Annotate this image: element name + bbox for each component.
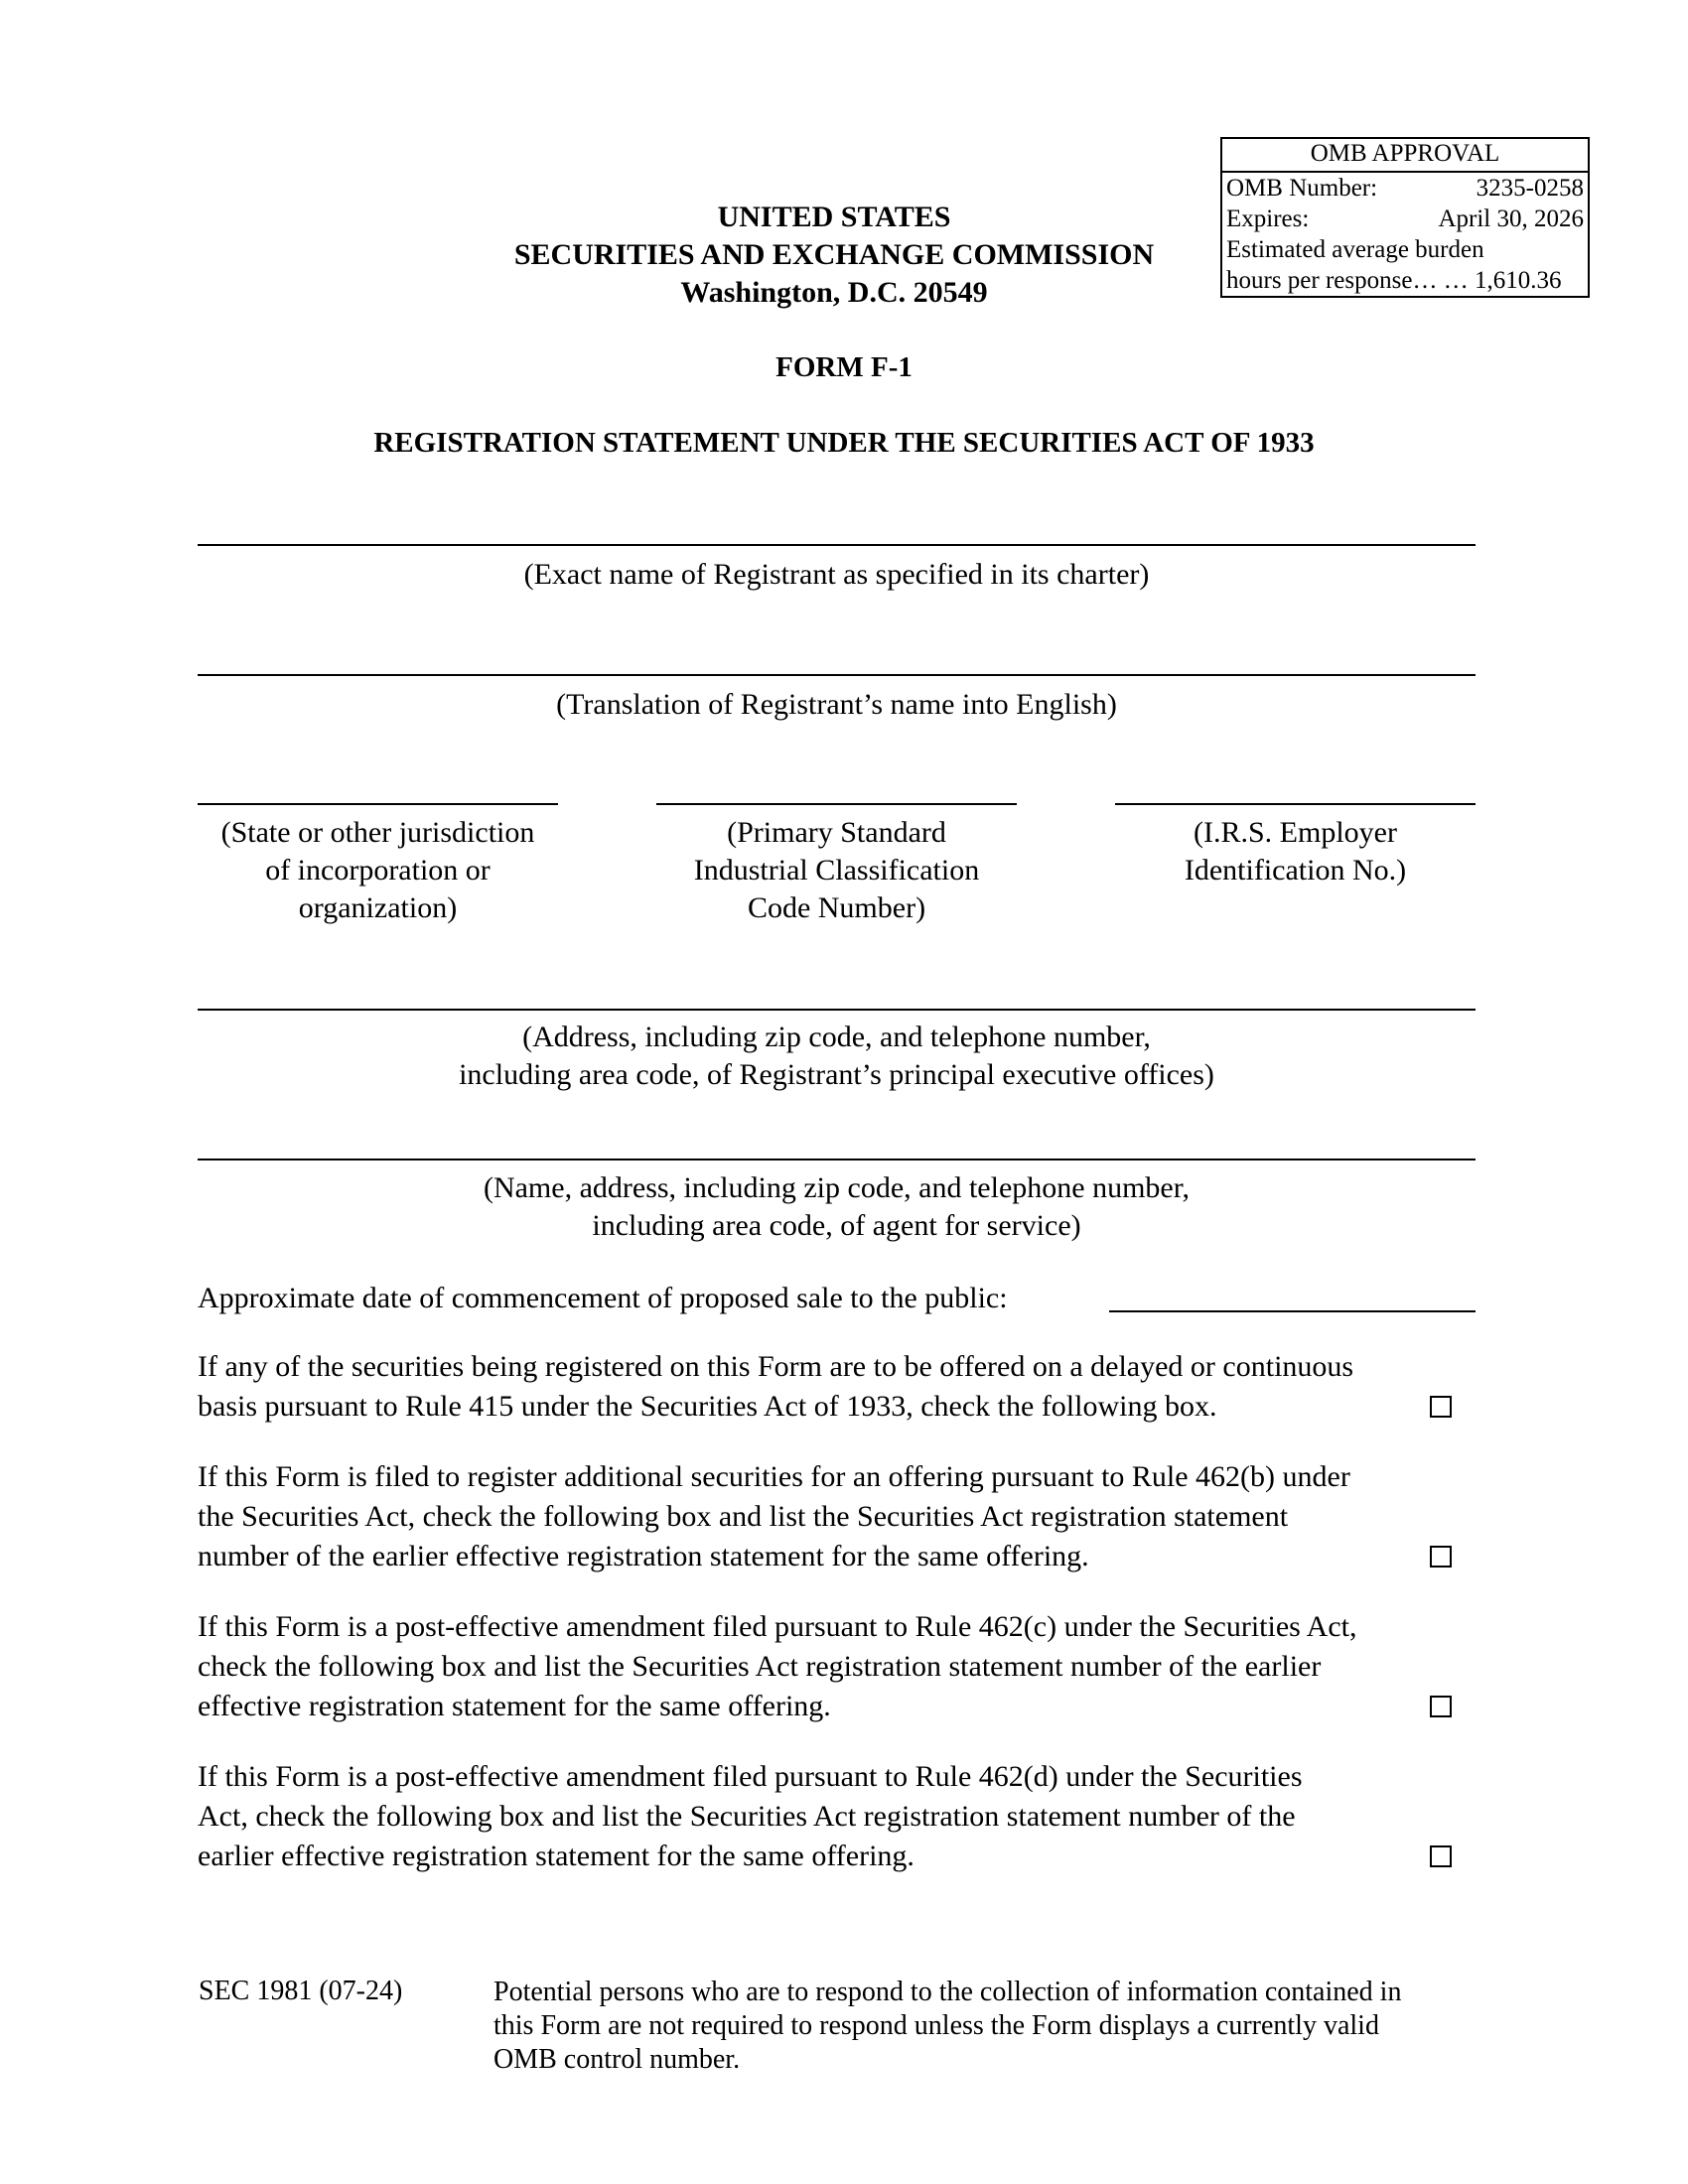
state-caption-line2: of incorporation or [265,854,491,887]
rule-462c-line2: check the following box and list the Securities Act registration statement number of the earlier [198,1650,1322,1683]
omb-expires-value: April 30, 2026 [1438,205,1584,232]
sic-caption-line2: Industrial Classification [693,854,980,887]
rule-462b-checkbox[interactable] [1430,1546,1452,1568]
rule-462d-checkbox[interactable] [1430,1845,1452,1867]
state-caption-line1: (State or other jurisdiction [220,816,535,849]
agency-country: UNITED STATES [717,201,951,233]
rule-415-line1: If any of the securities being registered on this Form are to be offered on a delayed or continuous [198,1350,1354,1383]
irs-caption-line1: (I.R.S. Employer [1194,816,1397,849]
rule-462d-line3: earlier effective registration statement for the same offering. [198,1840,914,1872]
rule-462c-text [198,1607,1488,1726]
irs-caption-line2: Identification No.) [1184,854,1407,887]
omb-number-value: 3235-0258 [1476,175,1584,202]
omb-number-row [1222,173,1588,204]
omb-notice-line2: this Form are not required to respond unless the Form displays a currently valid [493,2010,1379,2041]
registration-title: REGISTRATION STATEMENT UNDER THE SECURITIES ACT OF 1933 [373,427,1315,459]
address-caption-line1: (Address, including zip code, and telephone number, [522,1021,1151,1053]
rule-415-line2: basis pursuant to Rule 415 under the Securities Act of 1933, check the following box. [198,1390,1217,1423]
registrant-name-line[interactable] [198,544,1476,546]
approx-date-line[interactable] [1109,1310,1476,1312]
omb-expires-row [1222,204,1588,234]
omb-approval-title: OMB APPROVAL [1222,139,1588,173]
translation-caption: (Translation of Registrant’s name into English) [556,688,1117,721]
rule-462d-line2: Act, check the following box and list the Securities Act registration statement number of the [198,1800,1296,1833]
agency-name: SECURITIES AND EXCHANGE COMMISSION [513,238,1155,271]
form-code: SEC 1981 (07-24) [199,1976,403,2006]
rule-462d-line1: If this Form is a post-effective amendment filed pursuant to Rule 462(d) under the Securities [198,1760,1303,1793]
rule-462d-text [198,1757,1488,1876]
omb-notice-line3: OMB control number. [493,2044,741,2075]
omb-expires-label: Expires: [1226,205,1310,232]
rule-462c-line3: effective registration statement for the same offering. [198,1690,831,1722]
omb-burden-line2: hours per response… … 1,610.36 [1226,267,1562,294]
irs-employer-id-line[interactable] [1115,803,1476,805]
state-caption-line3: organization) [298,891,458,924]
rule-462c-line1: If this Form is a post-effective amendment filed pursuant to Rule 462(c) under the Securities Act, [198,1610,1357,1643]
agency-location: Washington, D.C. 20549 [680,276,988,309]
omb-notice [493,1976,1496,2077]
agency-header [427,199,1241,312]
rule-415-text [198,1347,1488,1427]
rule-462c-checkbox[interactable] [1430,1696,1452,1717]
translation-line[interactable] [198,674,1476,676]
omb-approval-box [1220,137,1590,298]
irs-employer-id-caption [1105,814,1485,889]
form-title: FORM F-1 [775,351,913,383]
registrant-name-caption: (Exact name of Registrant as specified in its charter) [523,558,1150,591]
omb-number-label: OMB Number: [1226,175,1378,202]
agent-for-service-caption [198,1169,1476,1245]
address-caption [198,1019,1476,1094]
sic-code-caption [646,814,1027,927]
state-jurisdiction-caption [188,814,568,927]
address-caption-line2: including area code, of Registrant’s principal executive offices) [459,1058,1214,1091]
rule-462b-line1: If this Form is filed to register additional securities for an offering pursuant to Rule 462(b) under [198,1460,1350,1493]
sic-caption-line1: (Primary Standard [727,816,946,849]
omb-notice-line1: Potential persons who are to respond to the collection of information contained in [493,1977,1402,2007]
state-jurisdiction-line[interactable] [198,803,558,805]
sic-caption-line3: Code Number) [747,891,926,924]
address-line[interactable] [198,1009,1476,1011]
rule-415-checkbox[interactable] [1430,1396,1452,1418]
agent-caption-line1: (Name, address, including zip code, and telephone number, [483,1171,1191,1204]
agent-caption-line2: including area code, of agent for service) [592,1209,1081,1242]
rule-462b-line2: the Securities Act, check the following box and list the Securities Act registration statement [198,1500,1289,1533]
rule-462b-text [198,1457,1488,1576]
rule-462b-line3: number of the earlier effective registration statement for the same offering. [198,1540,1089,1572]
omb-burden-line1: Estimated average burden [1226,236,1484,263]
agent-for-service-line[interactable] [198,1159,1476,1160]
sic-code-line[interactable] [656,803,1017,805]
approx-date-label: Approximate date of commencement of proposed sale to the public: [198,1282,1008,1314]
